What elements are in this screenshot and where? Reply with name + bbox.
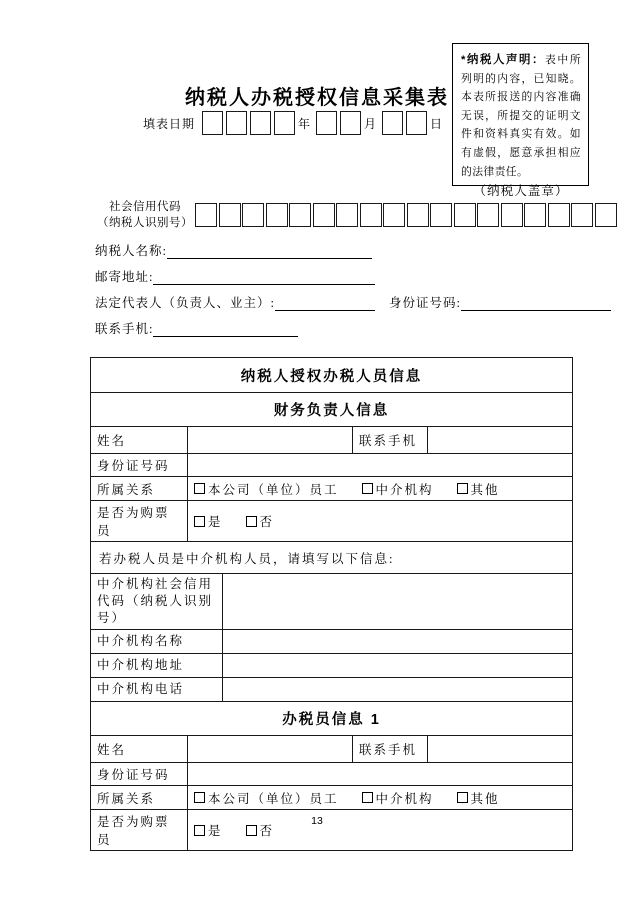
- day-digit-box[interactable]: [406, 111, 427, 135]
- checkbox-icon: [362, 483, 373, 494]
- cfo-relation-label: 所属关系: [97, 482, 156, 497]
- cfo-option-yes[interactable]: [194, 512, 223, 530]
- cfo-option-company-employee[interactable]: [194, 480, 339, 498]
- agency-address-label: 中介机构地址: [97, 658, 185, 672]
- credit-code-digit-box[interactable]: [289, 203, 311, 227]
- taxpayer-name-input-line[interactable]: [167, 243, 372, 259]
- table-row: [91, 629, 572, 653]
- option-label: 否: [259, 515, 275, 529]
- clerk1-relation-options: [187, 786, 572, 809]
- credit-code-label-line2: （纳税人识别号）: [97, 217, 193, 229]
- taxpayer-declaration-box: [452, 43, 589, 199]
- contact-phone-field: [95, 319, 298, 337]
- taxpayer-name-label: 纳税人名称:: [95, 244, 167, 258]
- credit-code-digit-box[interactable]: [336, 203, 358, 227]
- day-unit-label: 日: [430, 116, 444, 131]
- option-label: 中介机构: [375, 482, 434, 497]
- checkbox-icon: [194, 483, 205, 494]
- credit-code-digit-box[interactable]: [266, 203, 288, 227]
- cfo-ticket-options: [187, 501, 572, 541]
- option-label: 其他: [470, 791, 500, 806]
- legal-rep-input-line[interactable]: [275, 295, 375, 311]
- credit-code-boxes: [195, 203, 617, 227]
- table-row: [91, 476, 572, 500]
- table-row: [91, 426, 572, 453]
- cfo-section-header: 财务负责人信息: [273, 403, 390, 419]
- credit-code-digit-box[interactable]: [524, 203, 546, 227]
- agency-note: 若办税人员是中介机构人员，请填写以下信息:: [99, 551, 395, 566]
- taxpayer-stamp-label: （纳税人盖章）: [473, 184, 569, 199]
- credit-code-digit-box[interactable]: [383, 203, 405, 227]
- page-title: 纳税人办税授权信息采集表: [185, 87, 449, 109]
- table-row: [91, 677, 572, 701]
- authorized-personnel-table: [90, 357, 573, 851]
- cfo-relation-options: [187, 477, 572, 500]
- taxpayer-name-field: [95, 241, 372, 259]
- credit-code-digit-box[interactable]: [407, 203, 429, 227]
- month-digit-box[interactable]: [316, 111, 337, 135]
- credit-code-digit-box[interactable]: [242, 203, 264, 227]
- option-label: 是: [208, 824, 223, 838]
- cfo-name-label: 姓名: [97, 434, 127, 448]
- option-label: 其他: [470, 482, 500, 497]
- credit-code-label: [93, 199, 197, 231]
- clerk1-option-agency[interactable]: [362, 789, 434, 807]
- agency-credit-code-label: 中介机构社会信用代码（纳税人识别号）: [97, 577, 214, 625]
- year-digit-box[interactable]: [274, 111, 295, 135]
- clerk1-relation-label: 所属关系: [97, 791, 156, 806]
- agency-name-input-cell[interactable]: [222, 630, 572, 653]
- credit-code-digit-box[interactable]: [360, 203, 382, 227]
- contact-phone-label: 联系手机:: [95, 322, 154, 336]
- clerk1-ticket-label: 是否为购票员: [97, 815, 170, 847]
- credit-code-digit-box[interactable]: [477, 203, 499, 227]
- cfo-phone-input-cell[interactable]: [427, 427, 572, 453]
- agency-phone-label: 中介机构电话: [97, 682, 185, 696]
- option-label: 否: [259, 824, 275, 838]
- clerk1-option-company-employee[interactable]: [194, 789, 339, 807]
- fill-date-row: [143, 110, 448, 136]
- table-row: [91, 701, 572, 735]
- clerk1-option-other[interactable]: [457, 789, 500, 807]
- agency-address-input-cell[interactable]: [222, 654, 572, 677]
- clerk1-phone-input-cell[interactable]: [427, 736, 572, 762]
- credit-code-digit-box[interactable]: [571, 203, 593, 227]
- checkbox-icon: [246, 516, 257, 527]
- credit-code-digit-box[interactable]: [501, 203, 523, 227]
- cfo-ticket-label: 是否为购票员: [97, 506, 170, 538]
- checkbox-icon: [194, 792, 205, 803]
- checkbox-icon: [362, 792, 373, 803]
- option-label: 中介机构: [375, 791, 434, 806]
- cfo-id-input-cell[interactable]: [187, 454, 572, 476]
- agency-name-label: 中介机构名称: [97, 634, 185, 648]
- table-row: [91, 573, 572, 629]
- day-boxes: [382, 111, 427, 135]
- table-main-header: 纳税人授权办税人员信息: [240, 368, 423, 385]
- credit-code-digit-box[interactable]: [548, 203, 570, 227]
- id-number-label: 身份证号码:: [388, 296, 461, 310]
- page-number: 13: [311, 815, 323, 827]
- credit-code-label-line1: 社会信用代码: [109, 201, 181, 213]
- credit-code-digit-box[interactable]: [430, 203, 452, 227]
- checkbox-icon: [457, 483, 468, 494]
- option-label: 本公司（单位）员工: [208, 791, 339, 806]
- checkbox-icon: [194, 516, 205, 527]
- year-digit-box[interactable]: [202, 111, 223, 135]
- mail-address-label: 邮寄地址:: [95, 270, 154, 284]
- mail-address-field: [95, 267, 375, 285]
- table-row: [91, 653, 572, 677]
- legal-rep-label: 法定代表人（负责人、业主）:: [95, 296, 275, 310]
- cfo-option-agency[interactable]: [362, 480, 434, 498]
- credit-code-digit-box[interactable]: [454, 203, 476, 227]
- credit-code-digit-box[interactable]: [313, 203, 335, 227]
- fill-date-label: 填表日期: [143, 116, 196, 131]
- table-row: [91, 762, 572, 785]
- cfo-phone-label: 联系手机: [352, 427, 427, 453]
- cfo-id-label: 身份证号码: [97, 459, 170, 473]
- agency-phone-input-cell[interactable]: [222, 678, 572, 701]
- cfo-name-input-cell[interactable]: [187, 427, 352, 453]
- cfo-option-no[interactable]: [246, 512, 275, 530]
- clerk1-name-label: 姓名: [97, 743, 127, 757]
- cfo-option-other[interactable]: [457, 480, 500, 498]
- credit-code-digit-box[interactable]: [219, 203, 241, 227]
- table-row: [91, 358, 572, 392]
- table-row: [91, 453, 572, 476]
- credit-code-digit-box[interactable]: [195, 203, 217, 227]
- month-digit-box[interactable]: [340, 111, 361, 135]
- contact-phone-input-line[interactable]: [153, 321, 298, 337]
- option-label: 是: [208, 515, 223, 529]
- id-number-input-line[interactable]: [461, 295, 611, 311]
- clerk1-section-header: 办税员信息 1: [282, 712, 381, 728]
- year-boxes: [202, 111, 295, 135]
- clerk1-id-input-cell[interactable]: [187, 763, 572, 785]
- mail-address-input-line[interactable]: [153, 269, 375, 285]
- year-unit-label: 年: [298, 116, 312, 131]
- month-boxes: [316, 111, 361, 135]
- option-label: 本公司（单位）员工: [208, 482, 339, 497]
- table-row: [91, 541, 572, 573]
- declaration-body: 表中所列明的内容，已知晓。本表所报送的内容准确无误，所提交的证明文件和资料真实有效。如有虚假，愿意承担相应的法律责任。: [461, 54, 581, 178]
- declaration-label: *纳税人声明：: [461, 54, 545, 66]
- table-row: [91, 392, 572, 426]
- legal-rep-field: [95, 293, 611, 311]
- agency-credit-code-input-cell[interactable]: [222, 574, 572, 629]
- year-digit-box[interactable]: [250, 111, 271, 135]
- clerk1-id-label: 身份证号码: [97, 768, 170, 782]
- table-row: [91, 735, 572, 762]
- clerk1-name-input-cell[interactable]: [187, 736, 352, 762]
- clerk1-phone-label: 联系手机: [352, 736, 427, 762]
- day-digit-box[interactable]: [382, 111, 403, 135]
- year-digit-box[interactable]: [226, 111, 247, 135]
- credit-code-digit-box[interactable]: [595, 203, 617, 227]
- table-row: [91, 500, 572, 541]
- table-row: [91, 785, 572, 809]
- checkbox-icon: [457, 792, 468, 803]
- month-unit-label: 月: [364, 116, 378, 131]
